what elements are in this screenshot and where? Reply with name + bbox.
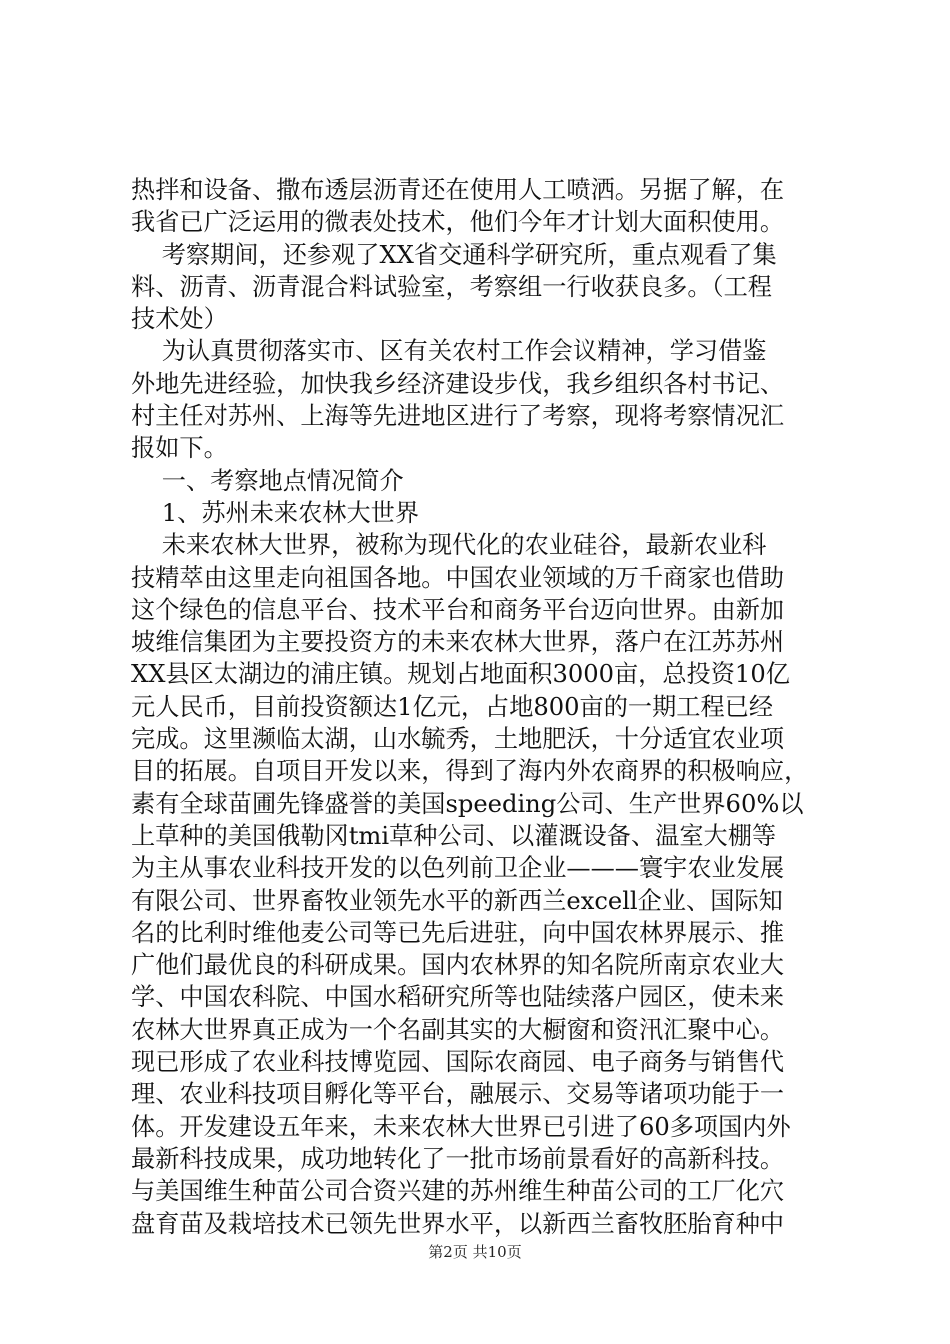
text-line: 料、沥青、沥青混合料试验室，考察组一行收获良多。（工程 [131,272,772,301]
text-line: 有限公司、世界畜牧业领先水平的新西兰excell企业、国际知 [131,886,783,915]
text-line: 体。开发建设五年来，未来农林大世界已引进了60多项国内外 [131,1112,791,1141]
text-line: 外地先进经验，加快我乡经济建设步伐，我乡组织各村书记、 [131,369,785,398]
text-line: XX县区太湖边的浦庄镇。规划占地面积3000亩，总投资10亿 [131,660,790,689]
text-line: 最新科技成果，成功地转化了一批市场前景看好的高新科技。 [131,1144,785,1173]
text-line: 与美国维生种苗公司合资兴建的苏州维生种苗公司的工厂化穴 [131,1177,785,1206]
text-line: 理、农业科技项目孵化等平台，融展示、交易等诸项功能于一 [131,1080,785,1109]
text-line: 农林大世界真正成为一个名副其实的大橱窗和资汛汇聚中心。 [131,1015,785,1044]
text-line: 目的拓展。自项目开发以来，得到了海内外农商界的积极响应， [131,757,809,786]
text-line: 我省已广泛运用的微表处技术，他们今年才计划大面积使用。 [131,208,785,237]
text-line: 名的比利时维他麦公司等已先后进驻，向中国农林界展示、推 [131,918,785,947]
text-line: 热拌和设备、撒布透层沥青还在使用人工喷洒。另据了解，在 [131,176,785,204]
document-body [131,174,831,1240]
text-line: 考察期间，还参观了XX省交通科学研究所，重点观看了集 [131,240,777,269]
text-line: 村主任对苏州、上海等先进地区进行了考察，现将考察情况汇 [131,402,785,431]
text-line: 坡维信集团为主要投资方的未来农林大世界，落户在江苏苏州 [131,628,785,657]
text-line: 报如下。 [131,434,228,463]
text-line: 未来农林大世界，被称为现代化的农业硅谷，最新农业科 [131,531,767,560]
text-line: 上草种的美国俄勒冈tmi草种公司、以灌溉设备、温室大棚等 [131,821,777,850]
text-line: 为主从事农业科技开发的以色列前卫企业———寰宇农业发展 [131,854,785,883]
page-number-footer: 第2页 共10页 [428,1243,522,1261]
text-line: 学、中国农科院、中国水稻研究所等也陆续落户园区，使未来 [131,983,785,1012]
text-line: 完成。这里濒临太湖，山水毓秀，土地肥沃，十分适宜农业项 [131,725,785,754]
text-line: 现已形成了农业科技博览园、国际农商园、电子商务与销售代 [131,1048,785,1077]
text-line: 技术处） [131,305,228,334]
text-line: 为认真贯彻落实市、区有关农村工作会议精神，学习借鉴 [131,337,767,366]
text-line: 素有全球苗圃先锋盛誉的美国speeding公司、生产世界60%以 [131,789,804,818]
text-line: 广他们最优良的科研成果。国内农林界的知名院所南京农业大 [131,951,785,980]
subsection-heading: 1、苏州未来农林大世界 [131,498,420,527]
text-line: 技精萃由这里走向祖国各地。中国农业领域的万千商家也借助 [131,563,785,592]
text-line: 盘育苗及栽培技术已领先世界水平，以新西兰畜牧胚胎育种中 [131,1209,785,1238]
text-line: 这个绿色的信息平台、技术平台和商务平台迈向世界。由新加 [131,595,785,624]
section-heading: 一、考察地点情况简介 [131,466,404,495]
text-line: 元人民币，目前投资额达1亿元，占地800亩的一期工程已经 [131,692,774,721]
